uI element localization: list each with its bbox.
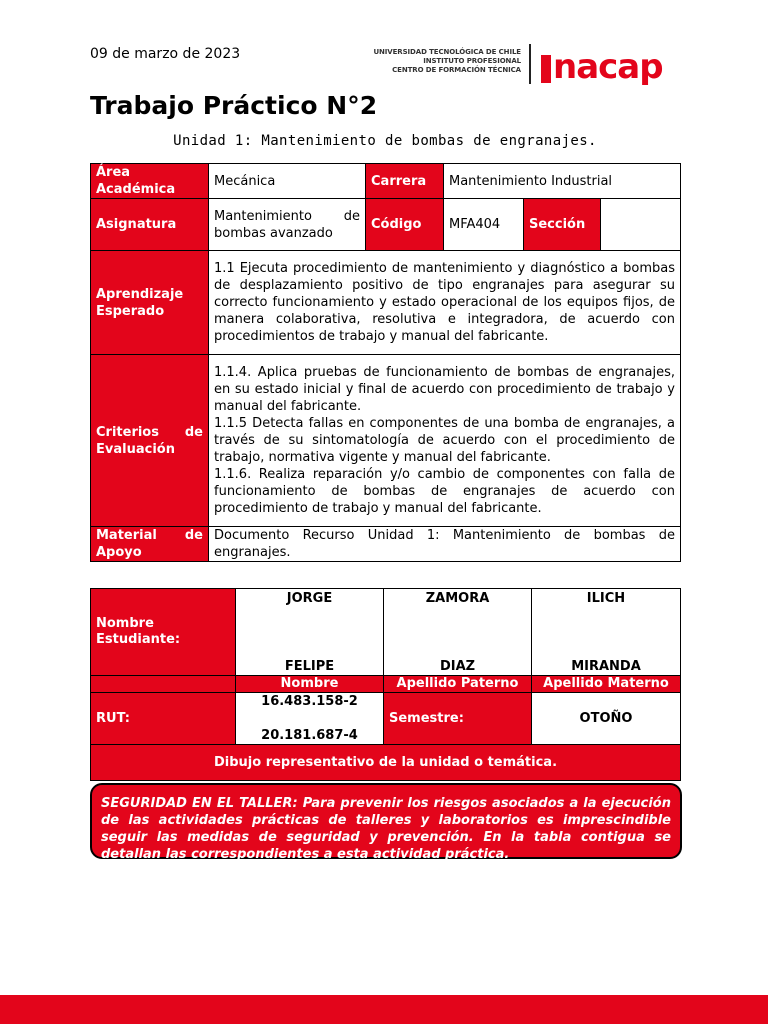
aprendizaje-value: 1.1 Ejecuta procedimiento de mantenimiento y diagnóstico a bombas de desplazamiento positivo de tipo engranajes para asegurar su correcto funcionamiento y estado operacional de los equipos fijos, de manera colaborativa, resolutiva e integradora, de acuerdo con procedimientos de trabajo y manual del fabricante.: [209, 251, 681, 355]
student-table: [90, 588, 681, 781]
logo-text: nacap: [553, 47, 663, 87]
asignatura-label: Asignatura: [91, 199, 209, 251]
institution-line: UNIVERSIDAD TECNOLÓGICA DE CHILE: [373, 48, 521, 56]
paternal-surname-2: DIAZ: [439, 659, 476, 674]
header-apellido-paterno: Apellido Paterno: [384, 676, 532, 693]
rut-value: 16.483.158-2: [261, 693, 358, 709]
document-date: 09 de marzo de 2023: [90, 46, 241, 62]
logo-divider: [529, 44, 531, 84]
area-label: Área Académica: [91, 164, 209, 199]
seccion-value: [601, 199, 681, 251]
material-value: Documento Recurso Unidad 1: Mantenimiento de bombas de engranajes.: [209, 527, 681, 562]
semestre-value: OTOÑO: [532, 693, 681, 745]
table-row: [91, 693, 681, 745]
area-value: Mecánica: [209, 164, 366, 199]
maternal-surname-2: MIRANDA: [571, 659, 641, 674]
maternal-surname-1: ILICH: [586, 591, 626, 606]
maternal-cell: [532, 589, 681, 676]
page-title: Trabajo Práctico N°2: [90, 91, 378, 120]
rut-value: 20.181.687-4: [261, 727, 358, 743]
seccion-label: Sección: [524, 199, 601, 251]
second-name: FELIPE: [284, 659, 335, 674]
asignatura-value: Mantenimiento de bombas avanzado: [209, 199, 366, 251]
paternal-surname-1: ZAMORA: [425, 591, 490, 606]
safety-notice: SEGURIDAD EN EL TALLER: Para prevenir los riesgos asociados a la ejecución de las actividades prácticas de talleres y laboratorios es imprescindible seguir las medidas de seguridad y prevención. En la tabla contigua se detallan las correspondientes a esta actividad práctica.: [90, 783, 682, 859]
dibujo-label: Dibujo representativo de la unidad o temática.: [91, 745, 681, 781]
header-nombre: Nombre: [236, 676, 384, 693]
name-cell: [236, 589, 384, 676]
criterio-item: 1.1.4. Aplica pruebas de funcionamiento de bombas de engranajes, en su estado inicial y final de acuerdo con procedimiento de trabajo y manual del fabricante.: [214, 365, 675, 414]
nombre-estudiante-label: Nombre Estudiante:: [91, 589, 236, 676]
table-row: [91, 251, 681, 355]
semestre-label: Semestre:: [384, 693, 532, 745]
table-row: [91, 199, 681, 251]
paternal-cell: [384, 589, 532, 676]
institution-line: INSTITUTO PROFESIONAL: [423, 57, 521, 65]
codigo-label: Código: [366, 199, 444, 251]
first-name: JORGE: [286, 591, 333, 606]
table-row: [91, 527, 681, 562]
aprendizaje-label: Aprendizaje Esperado: [91, 251, 209, 355]
info-table: [90, 163, 681, 562]
criterios-cell: [209, 355, 681, 527]
rut-label: RUT:: [91, 693, 236, 745]
table-row: [91, 355, 681, 527]
criterios-label: Criterios de Evaluación: [91, 355, 209, 527]
rut-cell: [236, 693, 384, 745]
page-subtitle: Unidad 1: Mantenimiento de bombas de engranajes.: [173, 133, 597, 149]
empty-cell: [91, 676, 236, 693]
institution-text: [330, 48, 521, 75]
logo-mark-icon: [541, 55, 551, 83]
criterio-item: 1.1.6. Realiza reparación y/o cambio de componentes con falla de funcionamiento de bombas de engranajes de acuerdo con procedimiento de trabajo y manual del fabricante.: [214, 467, 675, 516]
inacap-logo: [541, 46, 663, 88]
carrera-label: Carrera: [366, 164, 444, 199]
carrera-value: Mantenimiento Industrial: [444, 164, 681, 199]
codigo-value: MFA404: [444, 199, 524, 251]
criterio-item: 1.1.5 Detecta fallas en componentes de una bomba de engranajes, a través de su sintomatología de acuerdo con el procedimiento de trabajo, normativa vigente y manual del fabricante.: [214, 416, 675, 465]
footer-bar: [0, 995, 768, 1024]
material-label: Material de Apoyo: [91, 527, 209, 562]
table-row: [91, 676, 681, 693]
table-row: [91, 164, 681, 199]
table-row: [91, 745, 681, 781]
header-apellido-materno: Apellido Materno: [532, 676, 681, 693]
table-row: [91, 589, 681, 676]
institution-line: CENTRO DE FORMACIÓN TÉCNICA: [392, 66, 521, 74]
